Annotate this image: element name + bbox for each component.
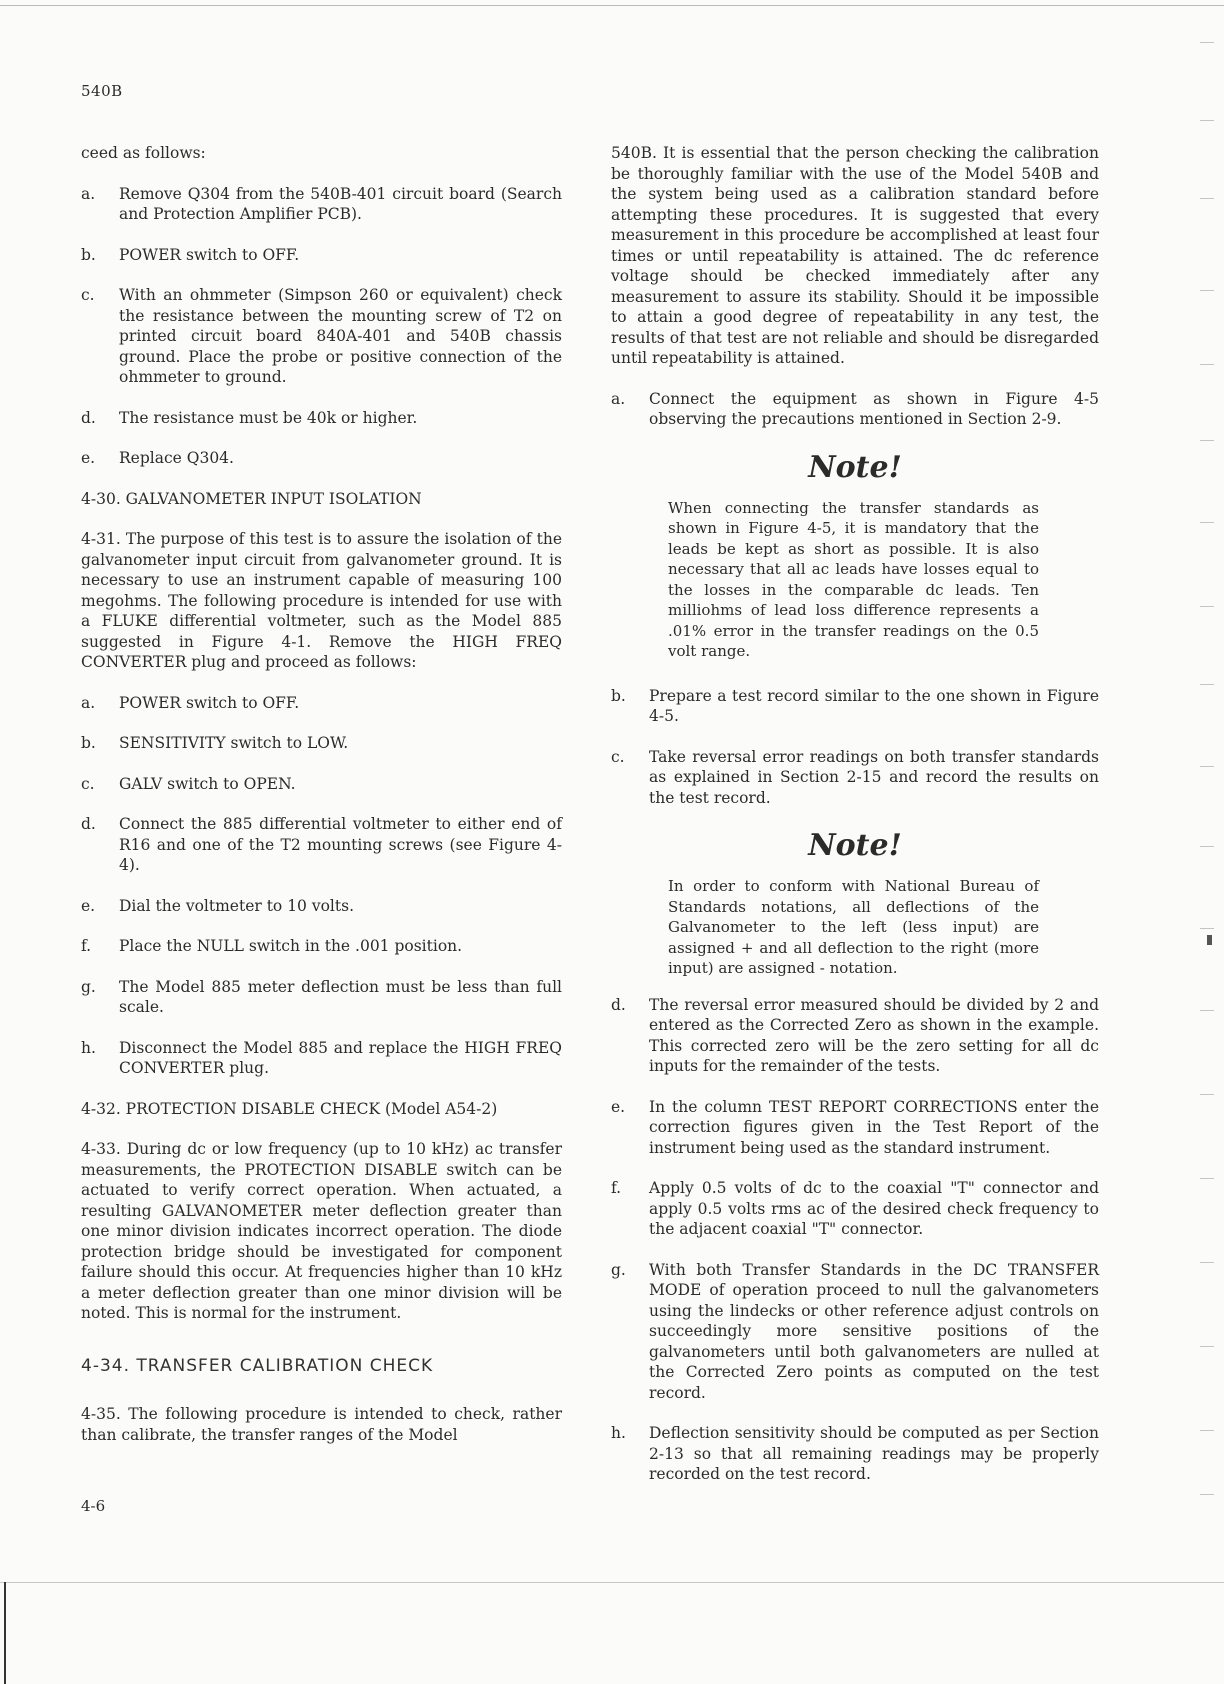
edge-tick [1200,120,1214,121]
item-text: Deflection sensitivity should be computed as per Section 2-13 so that all remaining readings may be properly recorded on the test record. [649,1424,1099,1483]
edge-tick [1200,522,1214,523]
right-column [611,143,1099,1505]
edge-tick [1200,1430,1214,1431]
section-heading-4-34: 4-34. TRANSFER CALIBRATION CHECK [81,1355,434,1376]
list-item [611,1097,1099,1159]
edge-tick [1200,1094,1214,1095]
list-item [611,1423,1099,1485]
item-text: Remove Q304 from the 540B-401 circuit board (Search and Protection Amplifier PCB). [119,184,562,223]
edge-tick [1200,1178,1214,1179]
paragraph-continued: 540B. It is essential that the person checking the calibration be thoroughly familiar with the use of the Model 540B and the system being used as a calibration standard before attempting these procedures. It is suggested that every measurement in this procedure be accomplished at least four times or until repeatability is attained. The dc reference voltage should be checked immediately after any measurement to assure its stability. Should it be impossible to attain a good degree of repeatability in any test, the results of that test are not reliable and should be disregarded until repeatability is attained. [611,144,1099,367]
item-label: d. [611,995,626,1014]
paragraph-4-31: 4-31. The purpose of this test is to assure the isolation of the galvanometer input circuit from galvanometer ground. It is necessary to use an instrument capable of measuring 100 megohms. The following procedure is intended for use with a FLUKE differential voltmeter, such as the Model 885 suggested in Figure 4-1. Remove the HIGH FREQ CONVERTER plug and proceed as follows: [81,530,562,671]
item-label: a. [611,389,626,408]
item-label: e. [81,449,96,467]
item-label: c. [81,286,95,304]
note-heading: Note! [808,449,902,485]
item-text: With an ohmmeter (Simpson 260 or equivalent) check the resistance between the mounting screw of T2 on printed circuit board 840A-401 and 540B chassis ground. Place the probe or positive connection of the ohmmeter to ground. [119,286,562,386]
item-text: The resistance must be 40k or higher. [119,408,418,427]
item-text: Connect the 885 differential voltmeter to either end of R16 and one of the T2 mounting screws (see Figure 4-4). [119,815,562,874]
bottom-edge-line [0,1582,1224,1583]
item-text: GALV switch to OPEN. [119,774,296,793]
list-item [81,774,562,795]
item-text: POWER switch to OFF. [119,245,300,264]
note-heading: Note! [808,828,902,863]
list-item [611,1260,1099,1404]
item-label: e. [81,896,96,915]
item-text: Replace Q304. [119,449,234,467]
item-label: d. [81,815,96,833]
item-label: a. [81,693,96,712]
edge-tick [1200,290,1214,291]
edge-tick [1200,766,1214,767]
item-label: f. [81,937,92,955]
edge-tick [1200,364,1214,365]
list-item [81,896,562,917]
page-header-model: 540B [81,82,123,100]
list-item [81,408,562,429]
paragraph-4-33: 4-33. During dc or low frequency (up to 10 kHz) ac transfer measurements, the PROTECTION DISABLE switch can be actuated to verify correct operation. When actuated, a resulting GALVANOMETER meter deflection greater than one minor division indicates incorrect operation. The diode protection bridge should be investigated for component failure should this occur. At frequencies higher than 10 kHz a meter deflection greater than one minor division will be noted. This is normal for the instrument. [81,1140,562,1322]
item-label: h. [611,1424,626,1442]
item-label: a. [81,184,96,203]
paragraph-4-35: 4-35. The following procedure is intended to check, rather than calibrate, the transfer ranges of the Model [81,1405,562,1444]
item-text: POWER switch to OFF. [119,693,300,712]
left-edge-bar [4,1582,6,1684]
item-label: c. [81,774,95,793]
note-text: In order to conform with National Bureau of Standards notations, all deflections of the Galvanometer to the left (less input) are assigned + and all deflection to the right (more input) are assigned - notation. [668,877,1039,977]
list-item [81,693,562,714]
list-item [611,747,1099,809]
section-heading-4-32: 4-32. PROTECTION DISABLE CHECK (Model A54-2) [81,1099,498,1118]
list-item [81,733,562,754]
list-item [611,995,1099,1077]
list-item [611,389,1099,430]
edge-tick [1200,1262,1214,1263]
list-item [81,1038,562,1079]
intro-text: ceed as follows: [81,144,206,162]
page-number: 4-6 [81,1497,106,1515]
item-label: f. [611,1179,622,1197]
item-label: b. [611,686,626,705]
list-item [81,814,562,876]
item-text: In the column TEST REPORT CORRECTIONS enter the correction figures given in the Test Report of the instrument being used as the standard instrument. [649,1097,1099,1157]
list-item [611,1178,1099,1240]
item-label: g. [611,1260,626,1279]
edge-tick [1200,1494,1214,1495]
item-text: The Model 885 meter deflection must be less than full scale. [119,977,562,1016]
item-label: b. [81,734,96,752]
note-text: When connecting the transfer standards as shown in Figure 4-5, it is mandatory that the leads be kept as short as possible. It is also necessary that all ac leads have losses equal to the losses in the comparable dc leads. Ten milliohms of lead loss difference represents a .01% error in the transfer readings on the 0.5 volt range. [668,498,1039,660]
item-text: Prepare a test record similar to the one shown in Figure 4-5. [649,686,1099,725]
list-item [81,936,562,957]
item-label: h. [81,1038,96,1057]
item-label: d. [81,408,96,427]
left-column [81,143,562,1465]
top-edge-line [0,5,1224,6]
edge-tick [1200,1010,1214,1011]
list-item [81,184,562,225]
item-text: The reversal error measured should be divided by 2 and entered as the Corrected Zero as shown in the example. This corrected zero will be the zero setting for all dc inputs for the remainder of the tests. [649,995,1099,1075]
item-text: Apply 0.5 volts of dc to the coaxial "T" connector and apply 0.5 volts rms ac of the desired check frequency to the adjacent coaxial "T" connector. [649,1179,1099,1238]
item-label: e. [611,1097,626,1116]
section-heading-4-30: 4-30. GALVANOMETER INPUT ISOLATION [81,489,422,508]
edge-tick [1200,606,1214,607]
item-text: SENSITIVITY switch to LOW. [119,734,349,752]
edge-tick [1200,440,1214,441]
item-label: b. [81,245,96,264]
item-text: Connect the equipment as shown in Figure 4-5 observing the precautions mentioned in Section 2-9. [649,389,1099,428]
item-text: With both Transfer Standards in the DC TRANSFER MODE of operation proceed to null the galvanometers using the lindecks or other reference adjust controls on succeedingly more sensitive positions of the galvanometers until both galvanometers are nulled at the Corrected Zero points as computed on the test record. [649,1260,1099,1402]
edge-tick [1200,928,1214,929]
list-item [81,285,562,388]
edge-tick [1200,1346,1214,1347]
list-item [81,448,562,469]
edge-tick [1200,846,1214,847]
list-item [611,686,1099,727]
edge-tick [1200,42,1214,43]
item-label: g. [81,977,96,996]
item-text: Disconnect the Model 885 and replace the HIGH FREQ CONVERTER plug. [119,1038,562,1077]
margin-mark [1207,935,1212,945]
list-item [81,977,562,1018]
edge-tick [1200,198,1214,199]
item-text: Dial the voltmeter to 10 volts. [119,896,354,915]
list-item [81,245,562,266]
item-label: c. [611,747,625,766]
item-text: Place the NULL switch in the .001 position. [119,937,463,955]
item-text: Take reversal error readings on both transfer standards as explained in Section 2-15 and record the results on the test record. [649,747,1099,807]
edge-tick [1200,684,1214,685]
